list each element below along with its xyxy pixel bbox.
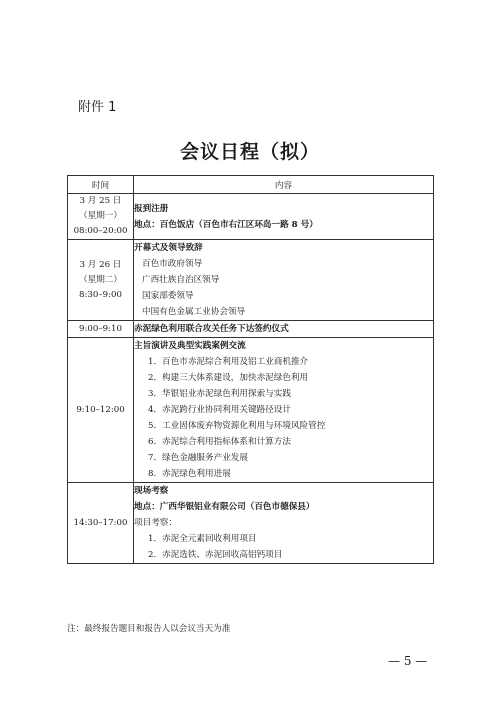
header-time: 时间 (68, 176, 134, 194)
time-line: （星期一） (79, 211, 122, 221)
time-cell (68, 483, 134, 564)
agenda-item: 3．华银铝业赤泥绿色利用探索与实践 (148, 389, 291, 399)
agenda-item: 7．绿色金融服务产业发展 (148, 453, 248, 463)
section-heading: 地点：百色饭店（百色市右江区环岛一路 8 号） (134, 219, 318, 230)
agenda-item: 国家部委领导 (142, 291, 194, 301)
schedule-row (68, 321, 434, 338)
time-line: （星期二） (79, 274, 122, 285)
document-title: 会议日程（拟） (179, 141, 320, 163)
footnote: 注：最终报告题目和报告人以会议当天为准 (67, 624, 231, 634)
content-cell (134, 194, 434, 240)
content-cell (134, 321, 434, 338)
attachment-label: 附件 1 (78, 100, 117, 115)
section-heading: 开幕式及领导致辞 (134, 243, 203, 253)
agenda-item: 1．百色市赤泥综合利用及铝工业商机推介 (148, 357, 309, 367)
time-line: 14:30–17:00 (73, 517, 128, 528)
section-heading: 报到注册 (134, 203, 169, 214)
schedule-row (68, 338, 434, 483)
time-line: 3 月 26 日 (79, 259, 122, 270)
time-line: 8:30–9:00 (79, 289, 122, 300)
section-heading: 赤泥绿色利用联合攻关任务下达签约仪式 (134, 324, 289, 334)
time-cell (68, 321, 134, 338)
agenda-item: 2．构建三大体系建设，加快赤泥绿色利用 (148, 373, 309, 383)
schedule-row (68, 483, 434, 564)
time-cell (68, 338, 134, 483)
content-cell (134, 338, 434, 483)
agenda-item: 1．赤泥全元素回收利用项目 (148, 534, 257, 544)
agenda-item: 项目考察： (134, 518, 177, 528)
agenda-item: 8．赤泥绿色利用进展 (148, 469, 231, 479)
time-cell (68, 240, 134, 321)
agenda-item: 2．赤泥选铁、赤泥回收高铝钙项目 (148, 550, 283, 560)
section-heading: 现场考察 (134, 486, 169, 496)
time-line: 9:00–9:10 (79, 323, 122, 334)
section-heading: 主旨演讲及典型实践案例交流 (134, 341, 246, 351)
time-cell (68, 194, 134, 240)
schedule-table (67, 175, 434, 564)
section-heading: 地点：广西华银铝业有限公司（百色市德保县） (134, 502, 315, 512)
schedule-row (68, 240, 434, 321)
table-header-row (68, 176, 434, 194)
time-line: 08:00–20:00 (73, 226, 128, 236)
page-number: — 5 — (388, 654, 428, 668)
schedule-body (68, 194, 434, 564)
schedule-row (68, 194, 434, 240)
agenda-item: 中国有色金属工业协会领导 (142, 307, 246, 317)
agenda-item: 6．赤泥综合利用指标体系和计算方法 (148, 437, 291, 447)
content-cell (134, 483, 434, 564)
agenda-item: 百色市政府领导 (142, 259, 203, 269)
time-line: 3 月 25 日 (79, 196, 122, 206)
time-line: 9:10–12:00 (76, 404, 125, 415)
header-content: 内容 (134, 176, 434, 194)
agenda-item: 4．赤泥跨行业协同利用关键路径设计 (148, 405, 291, 415)
agenda-item: 广西壮族自治区领导 (142, 275, 220, 285)
content-cell (134, 240, 434, 321)
agenda-item: 5．工业固体废弃物资源化利用与环境风险管控 (148, 421, 326, 431)
